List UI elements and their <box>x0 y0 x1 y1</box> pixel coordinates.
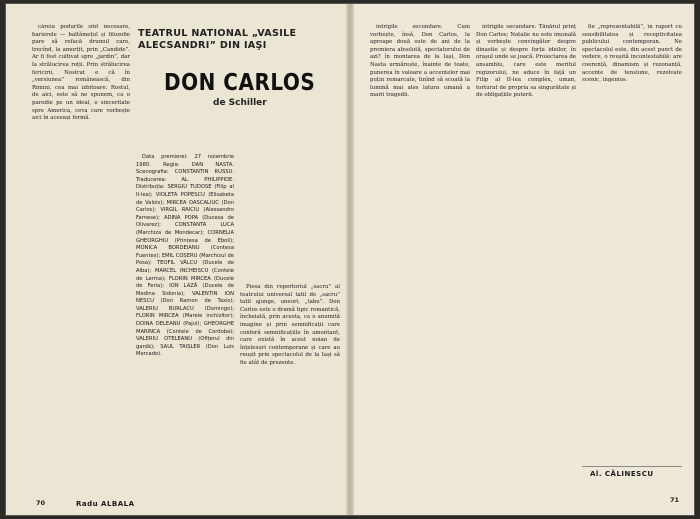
left-column-3 <box>240 284 340 496</box>
right-col2-text: intrigile secundare. Tânărul prinț Don Carlos; Natalie nu este imunală și vorbește convingător despre dinastie și despre forța ideilor, în orașul unde se joacă. Proiectarea de ansamblu, care este meritul regizorului, ne aduce în față un Filip al II-lea complex, uman, torturat de propria sa singurătate și de obligațiile puterii. <box>476 24 576 99</box>
right-col3-text: fie „reprezentabilă”, în raport cu sensibilitatea și receptivitatea publicului contemporan. Ne spectacolul este, din acest punct de vedere, o reușită incontestabilă: are coerență, dinamism și rezonanță, accente de tensiune, rezolvate scenic, ingenios. <box>582 24 682 84</box>
right-column-1 <box>370 24 470 496</box>
right-page <box>350 4 694 515</box>
play-author: de Schiller <box>213 98 267 108</box>
right-column-3 <box>582 24 682 464</box>
signature-right: Al. CĂLINESCU <box>590 470 654 478</box>
right-column-2 <box>476 24 576 496</box>
magazine-spread <box>6 4 694 515</box>
play-title: DON CARLOS <box>164 68 316 96</box>
left-page <box>6 4 350 515</box>
left-column-1 <box>32 24 130 460</box>
book-gutter <box>346 4 354 515</box>
signature-left: Radu ALBALA <box>76 500 135 508</box>
credits-column <box>136 154 234 494</box>
page-number-right: 71 <box>670 496 680 504</box>
right-col1-text: intrigile secundare. Cum vorbește, însă, Don Carlos, la aproape două sute de ani de la premiera absolută, spectatorului de azi? în montarea de la Iași, Don Nasta urmărește, înainte de toate, punerea în valoare a accentelor mai puțin remarcate, tinînd să scoată la lumină mai ales latura umană a marii tragedii. <box>370 24 470 99</box>
page-number-left: 70 <box>36 499 46 507</box>
left-col3-text: Piesa din repertoriul „sacru” al teatrului universal tatil de „sacru” tatil ajunge, uneori, „tabu”. Don Carlos este o dramă tipic romantică, încheiată, prin acesta, ca o anumită imagine și prin semnificații care conferă semnificațiile în amontant, care există în acest noian de înțelesuri contemporane și care au reușit prin spectacolul de la Iași să fie atât de prezente. <box>240 284 340 366</box>
credits-text: Data premierei: 27 noiembrie 1980. Regia: DAN NASTA. Scenografia: CONSTANTIN RUSSU. Traducerea: AL. PHILIPPIDE. Distribuția: SERGIU TUDOSE (Filip al II-lea); VIOLETA POPESCU (Elisabeta de Valois); MIRCEA DASCALIUC (Don Carlos); VIRGIL RAICIU (Alessandro Farnese); ADINA POPA (Ducesa de Olivarez); CONSTANTA LUCA (Marchiza de Mondecar); CORNELIA GHEORGHIU (Prințesa de Eboli); MONICA BORDEIANU (Contesa Fuentes); EMIL COSERU (Marchizul de Posa); TEOFIL VÂLCU (Ducele de Alba); MARCEL INCHEISCU (Contele de Lerma); FLORIN MIRCEA (Ducele de Feria); ION LAZĂ (Ducele de Medina Sidonia); VALENTIN ION NESCU (Don Ramon de Taxis); VALERIU BURLACU (Domingo); FLORIN MIRCEA (Marele inchizitor); DOINA DELEANU (Pajul); GHEORGHE MARINCA (Contele de Cordoba); VALERIU OTELEANU (Ofițerul din gardă); SAUL TAIȘLER (Don Luis Mercado). <box>136 154 234 358</box>
left-col1-text: căreia podurile sînt necesare, barierele — baltămețul și filozofie pare să refacă drumul care, trecînd, la amorțit, prin „Candide”. Ar fi fost cultivat spre „jardin”, dar la strălucirea roții. Prin strălucirea fericirii, Nostrat e că în „versiunea” românească, din Rimini, cea mai izbitoare. Rostul, de aici, este să ne spunem, ca o parodie pe un ideal, o sinceritate spre America, ceva care vorbește aici în aceeași formă. <box>32 24 130 122</box>
section-title: TEATRUL NATIONAL „VASILE ALECSANDRI” DIN IAŞI <box>138 28 297 51</box>
signature-divider <box>582 466 682 467</box>
